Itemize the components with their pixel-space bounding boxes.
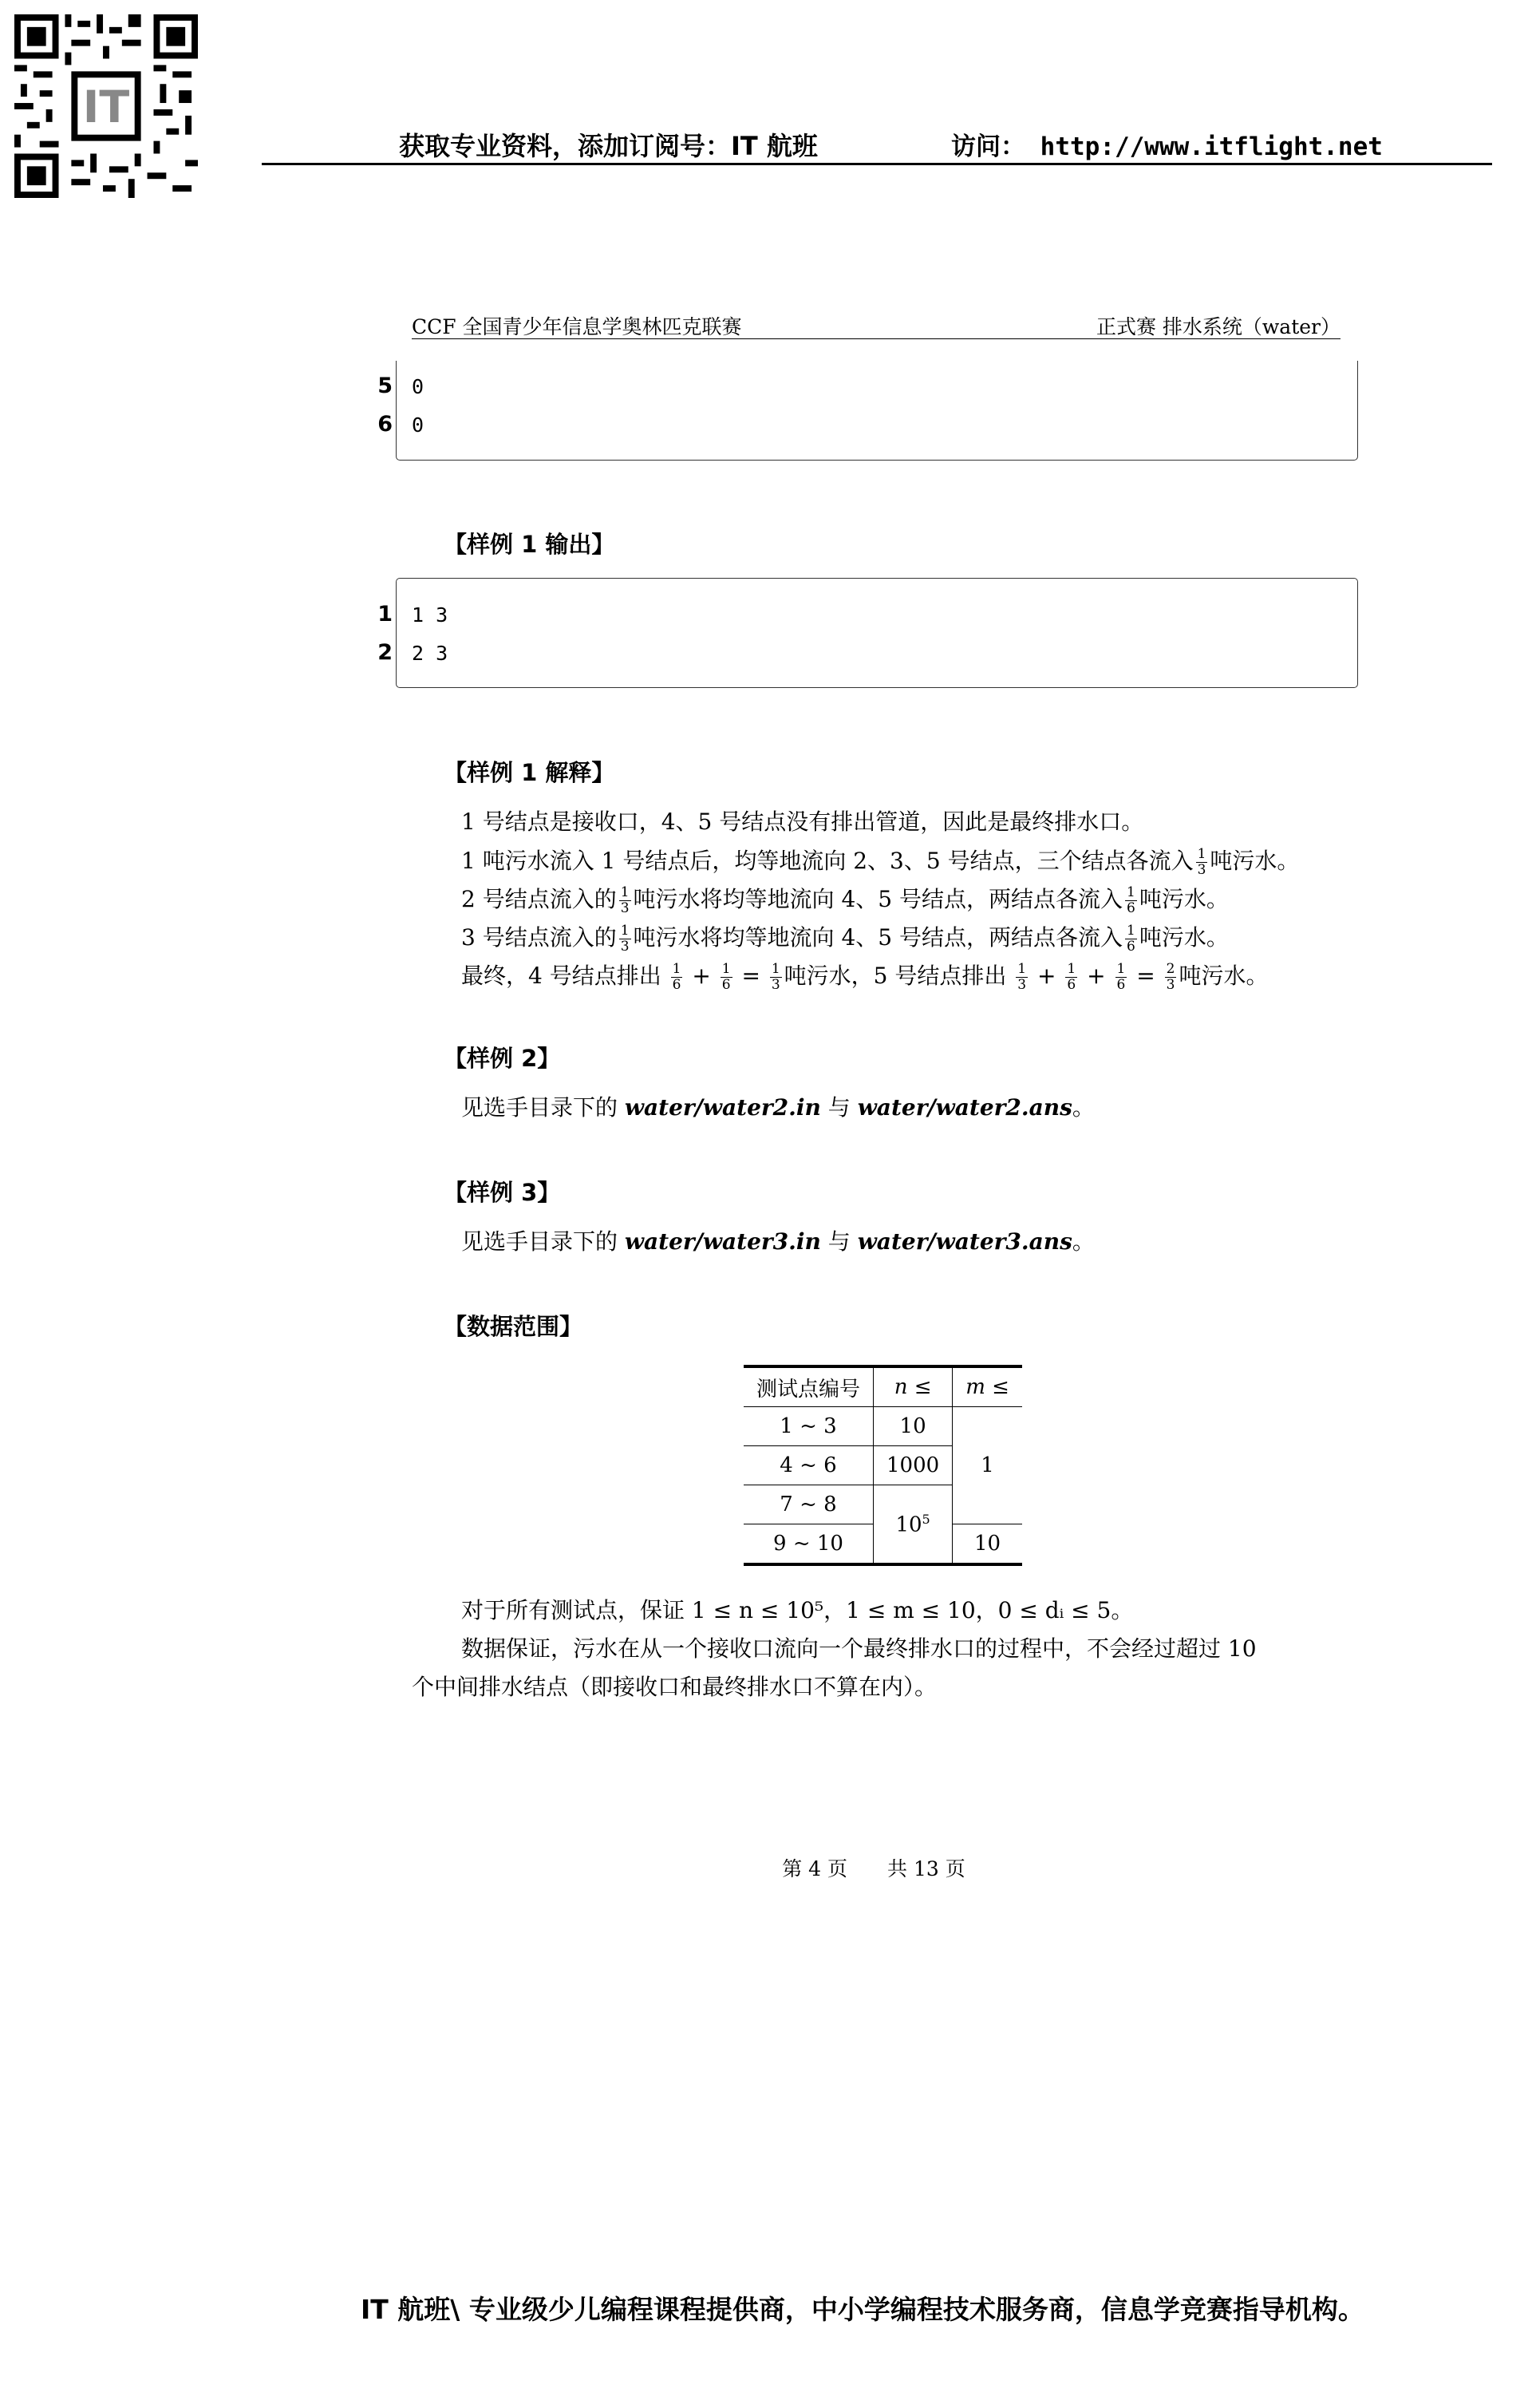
fraction: $\frac{1}{3}$ — [1017, 961, 1027, 993]
sample2-answer-file: water/water2.ans — [857, 1094, 1072, 1121]
sample3-input-file: water/water3.in — [624, 1228, 821, 1255]
sample1-output-box — [396, 578, 1358, 688]
fraction: $\frac{1}{6}$ — [672, 961, 681, 993]
footer-advert: IT 航班\ 专业级少儿编程课程提供商，中小学编程技术服务商，信息学竞赛指导机构。 — [361, 2294, 1364, 2325]
table-header: n ≤ — [874, 1366, 953, 1407]
data-note-line-1: 数据保证，污水在从一个接收口流向一个最终排水口的过程中，不会经过超过 10 — [461, 1635, 1257, 1662]
code-line: 2 3 — [412, 642, 448, 665]
table-cell: 1 — [953, 1407, 1022, 1524]
table-cell: $10^5$ — [874, 1485, 953, 1565]
line-number: 5 — [377, 374, 393, 398]
explain-paragraph-1: 1 号结点是接收口，4、5 号结点没有排出管道，因此是最终排水口。 — [461, 809, 1144, 835]
qr-code — [14, 14, 198, 198]
fraction: $\frac{1}{6}$ — [721, 961, 731, 993]
table-header: m ≤ — [953, 1366, 1022, 1407]
explain-paragraph-3: 2 号结点流入的 $\frac{1}{3}$ 吨污水将均等地流向 4、5 号结点，两结点各流入 $\frac{1}{6}$ 吨污水。 — [461, 884, 1229, 916]
code-line: 0 — [412, 413, 424, 437]
fraction: $\frac{1}{6}$ — [1126, 884, 1135, 916]
fraction: $\frac{1}{3}$ — [620, 884, 630, 916]
explain-paragraph-4: 3 号结点流入的 $\frac{1}{3}$ 吨污水将均等地流向 4、5 号结点，两结点各流入 $\frac{1}{6}$ 吨污水。 — [461, 923, 1229, 955]
header-problem-name: 正式赛 排水系统（water） — [1096, 315, 1340, 338]
table-cell: 1000 — [874, 1446, 953, 1485]
fraction: $\frac{1}{6}$ — [1126, 923, 1135, 955]
sample3-text: 见选手目录下的 water/water3.in 与 water/water3.ans。 — [461, 1228, 1095, 1255]
line-number: 6 — [377, 412, 393, 437]
table-header: 测试点编号 — [756, 1377, 861, 1402]
sample2-input-file: water/water2.in — [624, 1094, 821, 1121]
sample3-answer-file: water/water3.ans — [857, 1228, 1072, 1255]
table-cell: 1 ~ 3 — [780, 1414, 837, 1438]
sample2-text: 见选手目录下的 water/water2.in 与 water/water2.ans。 — [461, 1094, 1095, 1121]
sample1-explain-title: 【样例 1 解释】 — [444, 759, 615, 786]
fraction: $\frac{1}{6}$ — [1067, 961, 1076, 993]
page-number: 第 4 页 共 13 页 — [782, 1857, 965, 1880]
table-cell: 7 ~ 8 — [744, 1485, 874, 1524]
banner-divider — [262, 163, 1492, 165]
fraction: $\frac{1}{3}$ — [771, 961, 780, 993]
table-cell: 9 ~ 10 — [773, 1532, 843, 1556]
line-number: 1 — [377, 602, 393, 627]
svg-text:IT: IT — [82, 81, 130, 133]
data-guarantee: 对于所有测试点，保证 1 ≤ n ≤ 10⁵，1 ≤ m ≤ 10，0 ≤ dᵢ ≤ 5。 — [461, 1597, 1134, 1623]
data-range-table — [744, 1365, 1022, 1566]
sample3-title: 【样例 3】 — [444, 1179, 561, 1206]
table-cell: 10 — [874, 1407, 953, 1446]
header-divider — [412, 338, 1340, 339]
header-contest-name: CCF 全国青少年信息学奥林匹克联赛 — [412, 315, 742, 338]
data-range-title: 【数据范围】 — [444, 1313, 583, 1340]
fraction: $\frac{1}{6}$ — [1116, 961, 1126, 993]
explain-paragraph-5: 最终，4 号结点排出 $\frac{1}{6}$ + $\frac{1}{6}$ = $\frac{1}{3}$ 吨污水，5 号结点排出 $\frac{1}{3}$ + $\frac{1}{6}$ + $\frac{1}{6}$ = $\frac{2}{3}$ 吨污水。 — [461, 961, 1269, 993]
fraction: $\frac{1}{3}$ — [620, 923, 630, 955]
fraction: $\frac{1}{3}$ — [1197, 846, 1206, 878]
banner-website-link[interactable]: 访问： http://www.itflight.net — [951, 132, 1383, 161]
data-note-line-2: 个中间排水结点（即接收口和最终排水口不算在内）。 — [412, 1674, 938, 1700]
line-number: 2 — [377, 640, 393, 665]
sample-input-tail-box — [396, 361, 1358, 461]
table-cell: 4 ~ 6 — [780, 1453, 837, 1477]
sample2-title: 【样例 2】 — [444, 1045, 561, 1072]
sample1-output-title: 【样例 1 输出】 — [444, 531, 615, 558]
table-cell: 10 — [953, 1524, 1022, 1565]
explain-paragraph-2: 1 吨污水流入 1 号结点后，均等地流向 2、3、5 号结点，三个结点各流入 $\frac{1}{3}$ 吨污水。 — [461, 846, 1300, 878]
code-line: 0 — [412, 375, 424, 398]
banner-subscribe-text: 获取专业资料，添加订阅号：IT 航班 — [399, 131, 818, 161]
code-line: 1 3 — [412, 603, 448, 627]
table-row — [744, 1407, 1022, 1446]
fraction: $\frac{2}{3}$ — [1166, 961, 1175, 993]
